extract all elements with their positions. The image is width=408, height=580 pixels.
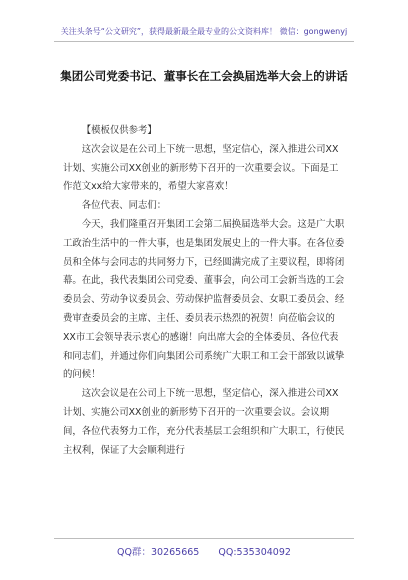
footer-divider — [54, 538, 354, 539]
paragraph-main: 今天，我们隆重召开集团工会第二届换届选举大会。这是广大职工政治生活中的一件大事，也是集团发展史上的一件大事。在各位委员和全体与会同志的共同努力下，已经圆满完成了主要议程，即将闭幕。在此，我代表集团公司党委、董事会，向公司工会新当选的工会委员会、劳动争议委员会、劳动保护监督委员会、女职工委员会、经费审查委员会的主席、主任、委员表示热烈的祝贺！向莅临会议的XX市工会领导表示衷心的感谢！向出席大会的全体委员、各位代表和同志们，并通过你们向集团公司系统广大职工和工会干部致以诚挚的问候！ — [63, 218, 345, 381]
header-banner: 关注头条号“公文研究”，获得最新最全最专业的公文资料库！ 微信：gongwenyj — [60, 27, 348, 36]
footer-qq-contact: QQ:535304092 — [218, 547, 291, 558]
footer-qq-group: QQ群：30265665 — [117, 547, 200, 558]
footer — [0, 544, 408, 558]
document-body — [63, 122, 345, 460]
template-note: 【模板仅供参考】 — [81, 125, 157, 136]
paragraph-continuation: 这次会议是在公司上下统一思想，坚定信心，深入推进公司XX计划、实施公司XX创业的新形势下召开的一次重要会议。会议期间，各位代表努力工作，充分代表基层工会组织和广大职工，行使民主权利，保证了大会顺利进行 — [63, 388, 345, 456]
document-title: 集团公司党委书记、董事长在工会换届选举大会上的讲话 — [60, 69, 348, 83]
header-divider — [54, 41, 354, 42]
paragraph-salutation: 各位代表、同志们： — [81, 200, 167, 212]
paragraph-intro: 这次会议是在公司上下统一思想，坚定信心，深入推进公司XX计划、实施公司XX创业的新形势下召开的一次重要会议。下面是工作范文xx给大家带来的，希望大家喜欢！ — [63, 143, 339, 193]
